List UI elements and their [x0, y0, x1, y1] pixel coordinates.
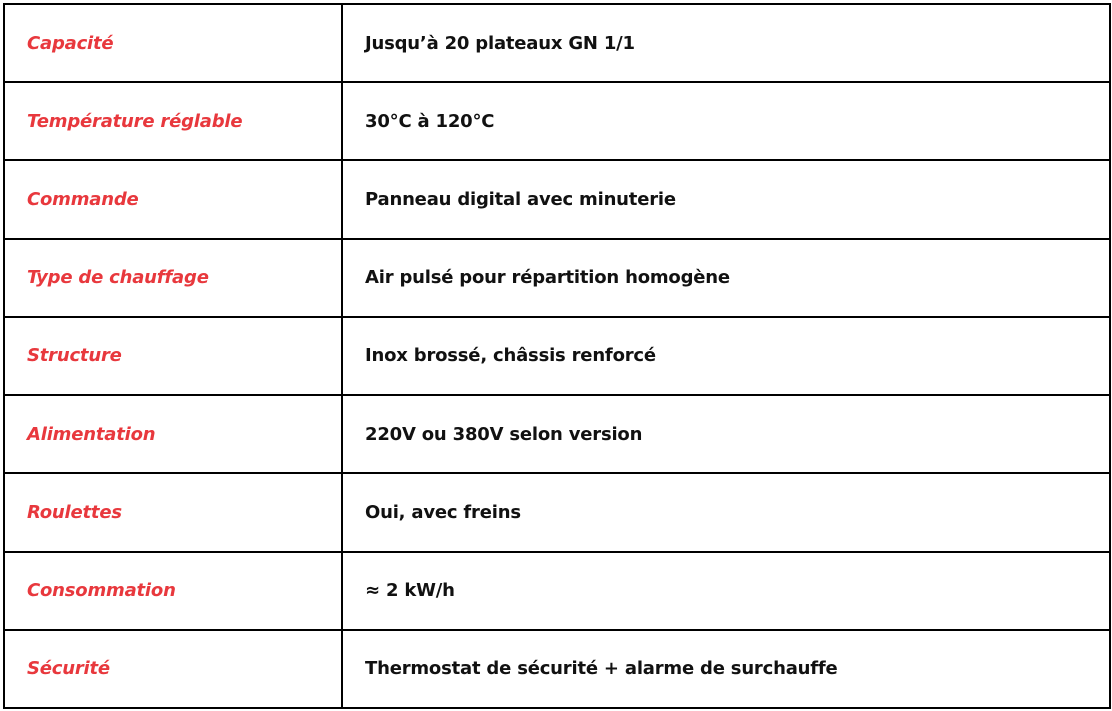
spec-value: 220V ou 380V selon version	[342, 395, 1110, 473]
spec-value: Air pulsé pour répartition homogène	[342, 239, 1110, 317]
spec-label: Température réglable	[4, 82, 342, 160]
spec-value: ≈ 2 kW/h	[342, 552, 1110, 630]
spec-value: Thermostat de sécurité + alarme de surchauffe	[342, 630, 1110, 708]
spec-label: Commande	[4, 160, 342, 238]
table-row	[4, 239, 1110, 317]
spec-label: Sécurité	[4, 630, 342, 708]
spec-label: Roulettes	[4, 473, 342, 551]
spec-label: Consommation	[4, 552, 342, 630]
table-row	[4, 552, 1110, 630]
table-row	[4, 160, 1110, 238]
table-row	[4, 630, 1110, 708]
spec-label: Alimentation	[4, 395, 342, 473]
table-row	[4, 82, 1110, 160]
spec-value: Inox brossé, châssis renforcé	[342, 317, 1110, 395]
table-row	[4, 4, 1110, 82]
spec-value: Panneau digital avec minuterie	[342, 160, 1110, 238]
spec-label: Capacité	[4, 4, 342, 82]
spec-value: Jusqu’à 20 plateaux GN 1/1	[342, 4, 1110, 82]
table-row	[4, 395, 1110, 473]
spec-value: 30°C à 120°C	[342, 82, 1110, 160]
spec-table	[3, 3, 1111, 709]
spec-value: Oui, avec freins	[342, 473, 1110, 551]
table-row	[4, 317, 1110, 395]
spec-label: Type de chauffage	[4, 239, 342, 317]
spec-label: Structure	[4, 317, 342, 395]
table-row	[4, 473, 1110, 551]
